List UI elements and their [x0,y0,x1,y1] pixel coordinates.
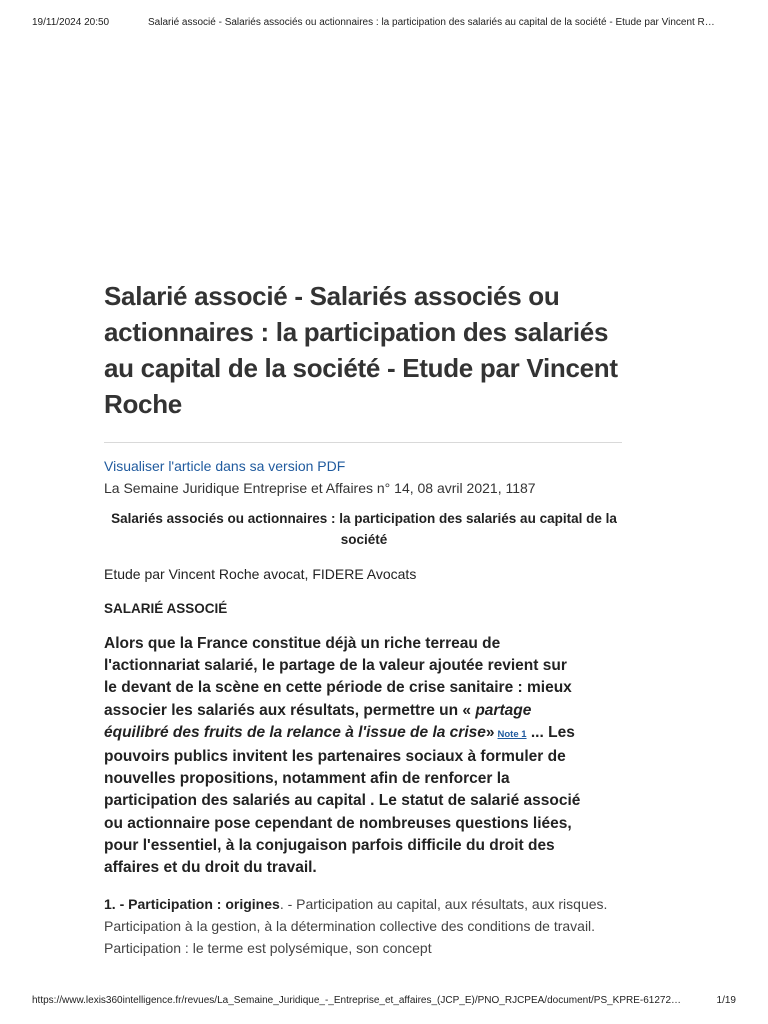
article [104,278,624,959]
title-divider [104,442,622,443]
print-datetime: 19/11/2024 20:50 [32,17,110,28]
abstract-text-2: ... Les pouvoirs publics invitent les partenaires sociaux à formuler de nouvelles propositions, notamment afin de renforcer la participation des salariés au capital . Le statut de salarié associé ou actionnaire pose cependant de nombreuses questions liées, pour l'essentiel, à la conjugaison parfois difficile du droit des affaires et du droit du travail. [104,723,581,877]
abstract-close-quote: » [485,723,495,741]
pdf-version-link[interactable]: Visualiser l'article dans sa version PDF [104,458,346,474]
article-title: Salarié associé - Salariés associés ou actionnaires : la participation des salariés au capital de la société - Etude par Vincent Roche [104,281,618,419]
article-subtitle: Salariés associés ou actionnaires : la participation des salariés au capital de la société [111,511,617,547]
section-heading: SALARIÉ ASSOCIÉ [104,601,228,616]
paragraph-1-text: . - Participation au capital, aux résultats, aux risques. Participation à la gestion, à la détermination collective des conditions de travail. Participation : le terme est polysémique, son concept [104,896,608,957]
abstract-text-1: Alors que la France constitue déjà un riche terreau de l'actionnariat salarié, le partage de la valeur ajoutée revient sur le devant de la scène en cette période de crise sanitaire : mieux associer les salariés aux résultats, permettre un « [104,635,572,719]
footnote-link[interactable]: Note 1 [497,728,527,740]
print-page-number: 1/19 [716,995,736,1006]
article-abstract [104,633,584,879]
article-source: La Semaine Juridique Entreprise et Affaires n° 14, 08 avril 2021, 1187 [104,480,536,496]
print-page-title: Salarié associé - Salariés associés ou actionnaires : la participation des salariés au capital de la société - Etude par Vincent R… [148,17,715,28]
abstract-italic-quote: partage équilibré des fruits de la relance à l'issue de la crise [104,701,532,741]
print-url: https://www.lexis360intelligence.fr/revues/La_Semaine_Juridique_-_Entreprise_et_affaires_(JCP_E)/PNO_RJCPEA/document/PS_KPRE-61272… [32,995,682,1006]
paragraph-1 [104,893,610,959]
article-author: Etude par Vincent Roche avocat, FIDERE Avocats [104,566,417,582]
paragraph-1-heading: 1. - Participation : origines [104,896,280,913]
